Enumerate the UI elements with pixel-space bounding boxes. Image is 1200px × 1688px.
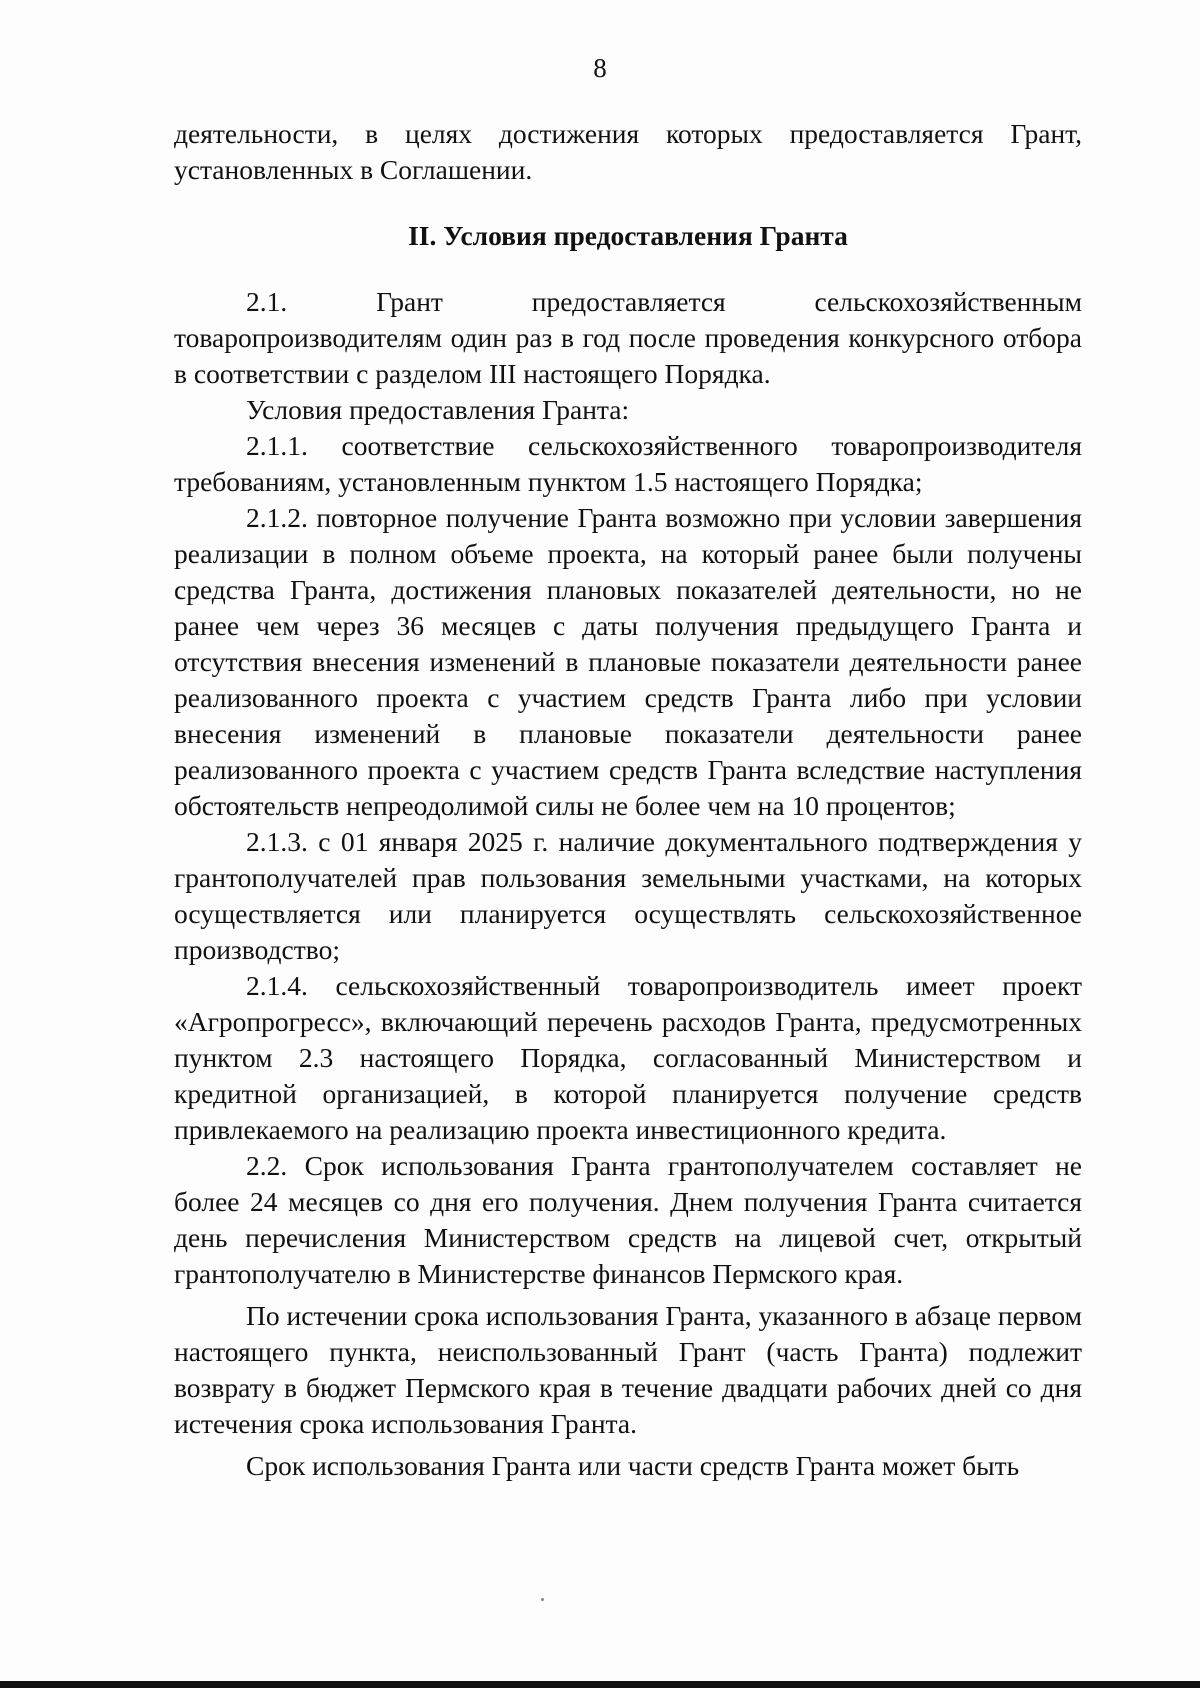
paragraph-2-1-4: 2.1.4. сельскохозяйственный товаропроизводитель имеет проект «Агропрогресс», включающий перечень расходов Гранта, предусмотренных пунктом 2.3 настоящего Порядка, согласованный Министерством и кредитной организацией, в которой планируется получение средств привлекаемого на реализацию проекта инвестиционного кредита. [174,970,1082,1145]
paragraph-2-2: 2.2. Срок использования Гранта грантополучателем составляет не более 24 месяцев со дня его получения. Днем получения Гранта считается день перечисления Министерством средств на лицевой счет, открытый грантополучателю в Министерстве финансов Пермского края. [174,1150,1082,1289]
page-number: 8 [593,53,607,83]
paragraph-term-extension: Срок использования Гранта или части средств Гранта может быть [246,1450,1020,1481]
paragraph-2-1-1: 2.1.1. соответствие сельскохозяйственного товаропроизводителя требованиям, установленным пунктом 1.5 настоящего Порядка; [174,430,1082,497]
scan-bottom-edge [0,1681,1200,1688]
paragraph-2-1-3: 2.1.3. с 01 января 2025 г. наличие документального подтверждения у грантополучателей прав пользования земельными участками, на которых осуществляется или планируется осуществлять сельскохозяйственное производство; [174,826,1082,965]
section-heading: II. Условия предоставления Гранта [408,220,848,251]
paragraph-2-1: 2.1. Грант предоставляется сельскохозяйственным товаропроизводителям один раз в год после проведения конкурсного отбора в соответствии с разделом III настоящего Порядка. [174,286,1082,389]
paragraph-continuation: деятельности, в целях достижения которых предоставляется Грант, установленных в Соглашении. [174,118,1082,185]
paragraph-conditions-intro: Условия предоставления Гранта: [246,394,630,425]
paragraph-unused-grant-return: По истечении срока использования Гранта, указанного в абзаце первом настоящего пункта, неиспользованный Грант (часть Гранта) подлежит возврату в бюджет Пермского края в течение двадцати рабочих дней со дня истечения срока использования Гранта. [174,1300,1082,1439]
document-body [174,116,1082,1484]
scan-speck [541,1598,544,1601]
paragraph-2-1-2: 2.1.2. повторное получение Гранта возможно при условии завершения реализации в полном объеме проекта, на который ранее были получены средства Гранта, достижения плановых показателей деятельности, но не ранее чем через 36 месяцев с даты получения предыдущего Гранта и отсутствия внесения изменений в плановые показатели деятельности ранее реализованного проекта с участием средств Гранта либо при условии внесения изменений в плановые показатели деятельности ранее реализованного проекта с участием средств Гранта вследствие наступления обстоятельств непреодолимой силы не более чем на 10 процентов; [174,502,1082,821]
